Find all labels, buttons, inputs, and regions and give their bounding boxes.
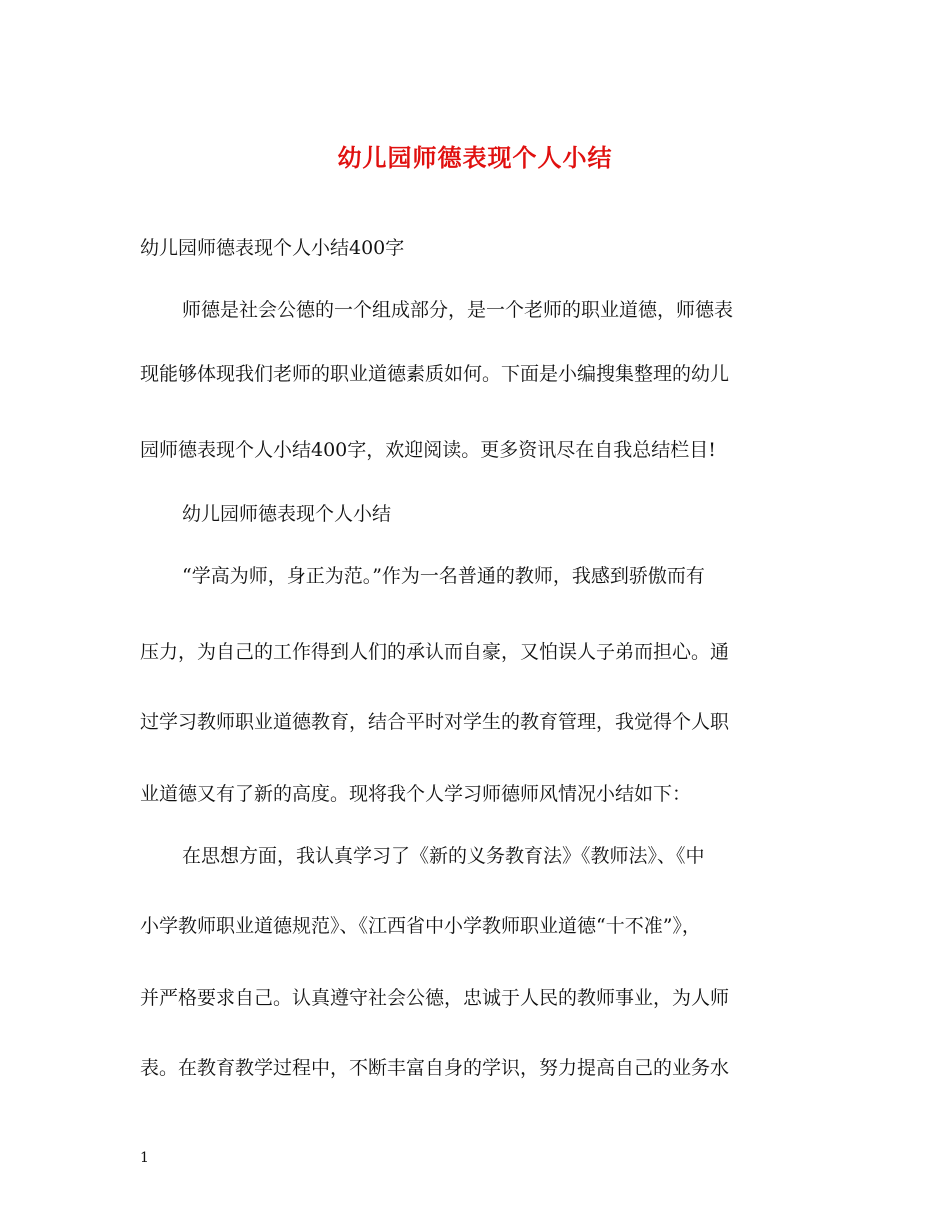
paragraph-line: 表。在教育教学过程中，不断丰富自身的学识，努力提高自己的业务水 [140,1057,730,1079]
paragraph-line: 师德是社会公德的一个组成部分，是一个老师的职业道德，师德表 [182,299,734,321]
paragraph-line: 现能够体现我们老师的职业道德素质如何。下面是小编搜集整理的幼儿 [140,363,730,385]
paragraph-line: 并严格要求自己。认真遵守社会公德，忠诚于人民的教师事业，为人师 [140,987,730,1009]
document-subtitle: 幼儿园师德表现个人小结400字 [140,237,405,259]
paragraph-line: 园师德表现个人小结400字，欢迎阅读。更多资讯尽在自我总结栏目! [140,439,716,461]
paragraph-line: “学高为师，身正为范。”作为一名普通的教师，我感到骄傲而有 [182,565,705,587]
page-number: 1 [140,1150,149,1166]
document-title: 幼儿园师德表现个人小结 [337,143,613,172]
section-heading: 幼儿园师德表现个人小结 [182,503,392,525]
paragraph-line: 小学教师职业道德规范》、《江西省中小学教师职业道德“十不准”》， [140,915,701,937]
paragraph-line: 过学习教师职业道德教育，结合平时对学生的教育管理，我觉得个人职 [140,711,730,733]
paragraph-line: 在思想方面，我认真学习了《新的义务教育法》《教师法》、《中 [182,845,705,867]
paragraph-line: 业道德又有了新的高度。现将我个人学习师德师风情况小结如下： [140,783,692,805]
paragraph-line: 压力，为自己的工作得到人们的承认而自豪，又怕误人子弟而担心。通 [140,641,730,663]
